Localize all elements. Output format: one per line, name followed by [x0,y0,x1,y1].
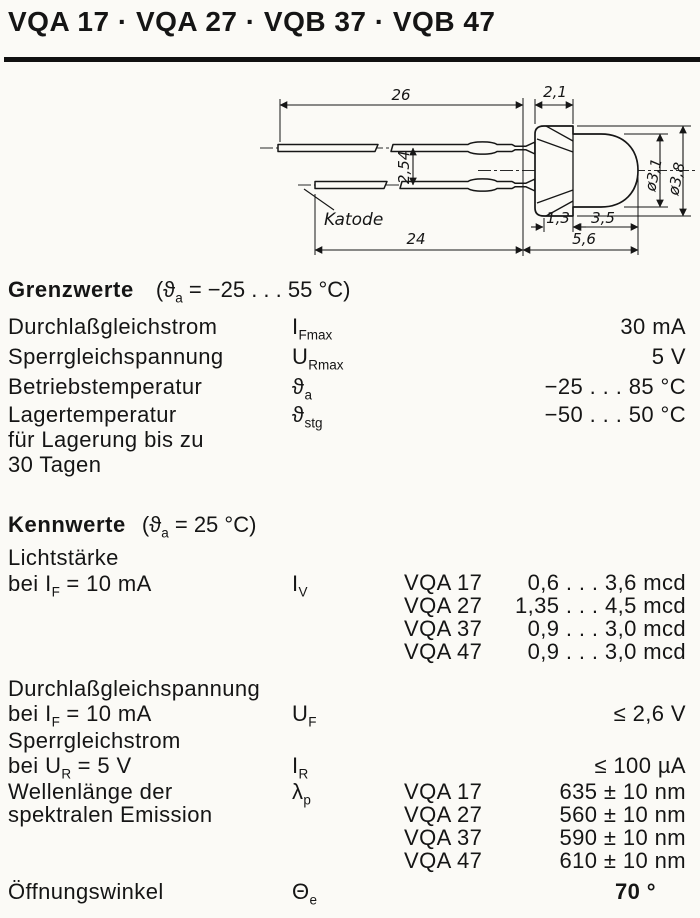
device-value-row [404,849,686,872]
led-body [535,126,638,216]
device-value: 0,9 . . . 3,0 mcd [527,639,686,664]
spec-label: Lagertemperatur für Lagerung bis zu 30 Tagen [8,402,204,477]
spec-symbol: $U_F$ [292,701,317,730]
device-value-row [404,571,686,594]
spec-label: Lichtstärke bei $I_F = 10$ mA [8,545,152,600]
kennwerte-heading [8,512,257,541]
kennwerte-condition: ($ϑ_a = 25$ °C) [141,512,257,541]
device-value: 590 ± 10 nm [559,825,686,850]
spec-value: 70 ° [615,879,656,904]
kennwerte-title: Kennwerte [8,512,126,537]
spec-label: Öffnungswinkel [8,879,164,904]
cathode-label: Katode [324,210,384,230]
grenzwerte-condition: ($ϑ_a = -25$ . . . 55 °C) [155,277,351,306]
dim-top-lead-label: 26 [391,86,411,104]
device-value-row [404,640,686,663]
spec-value: ≤ 2,6 V [613,701,686,726]
spec-label: Durchlaßgleichstrom [8,314,218,339]
device-name: VQA 37 [404,825,483,850]
device-value: 560 ± 10 nm [559,802,686,827]
grenzwerte-title: Grenzwerte [8,277,134,302]
spec-row-oeffnungswinkel [8,877,686,907]
device-value-row [404,780,686,803]
device-value-row [404,803,686,826]
dim-dome-length-label: 3,5 [591,209,615,227]
spec-row-lagertemperatur [8,402,686,477]
spec-label: Sperrgleichstrom bei $U_R = 5$ V [8,728,181,782]
spec-value: −50 . . . 50 °C [544,402,686,427]
spec-value: 5 V [651,344,686,369]
spec-symbol: $\lambda_p$ [292,779,311,808]
device-name: VQA 47 [404,639,483,664]
grenzwerte-heading [8,277,351,306]
dim-lead-pitch-label: 2,54 [395,150,413,184]
device-value: 635 ± 10 nm [559,779,686,804]
device-value-row [404,617,686,640]
device-name: VQA 37 [404,616,483,641]
dim-bottom-lead-label: 24 [406,230,426,248]
dim-seat-length-label: 1,3 [546,209,570,227]
title-divider [4,57,700,62]
spec-symbol: $I_{Fmax}$ [292,314,333,343]
device-value: 610 ± 10 nm [559,848,686,873]
spec-row-sperrgleichstrom [8,728,686,782]
spec-row-durchlassgleichspannung [8,676,686,730]
dim-flange-diameter-label: ø3,8 [664,160,689,197]
device-value-list [404,780,686,872]
led-drawing-svg [246,78,698,278]
spec-label: Betriebstemperatur [8,374,203,399]
device-value: 0,6 . . . 3,6 mcd [527,570,686,595]
spec-symbol: $\Theta_e$ [292,879,318,908]
spec-symbol: $I_V$ [292,571,308,600]
spec-label: Durchlaßgleichspannung bei $I_F = 10$ mA [8,676,261,730]
dim-dome-diameter-label: ø3,1 [641,156,666,193]
spec-symbol: $U_{Rmax}$ [292,344,344,373]
device-name: VQA 17 [404,570,483,595]
device-value-row [404,594,686,617]
spec-label: Sperrgleichspannung [8,344,224,369]
page-title: VQA 17 · VQA 27 · VQB 37 · VQB 47 [8,6,496,37]
device-name: VQA 47 [404,848,483,873]
spec-row-wellenlaenge [8,780,686,872]
spec-label: Wellenlänge der spektralen Emission [8,779,213,827]
spec-symbol: $ϑ_a$ [292,374,312,403]
cathode-lead [315,179,535,191]
spec-value: 30 mA [620,314,686,339]
spec-row-lichtstaerke [8,545,686,663]
led-dimension-drawing [246,78,698,278]
spec-value: ≤ 100 µA [594,753,686,778]
device-name: VQA 27 [404,802,483,827]
spec-row-durchlassgleichstrom [8,312,686,342]
device-value-row [404,826,686,849]
spec-row-sperrgleichspannung [8,342,686,372]
device-value: 0,9 . . . 3,0 mcd [527,616,686,641]
dim-body-length-label: 5,6 [572,230,596,248]
spec-symbol: $ϑ_{stg}$ [292,402,323,431]
dim-flange-width-label: 2,1 [543,83,567,101]
spec-row-betriebstemperatur [8,372,686,402]
spec-value: −25 . . . 85 °C [544,374,686,399]
device-value-list [404,545,686,663]
device-name: VQA 27 [404,593,483,618]
device-value: 1,35 . . . 4,5 mcd [514,593,686,618]
device-name: VQA 17 [404,779,483,804]
spec-symbol: $I_R$ [292,753,309,782]
